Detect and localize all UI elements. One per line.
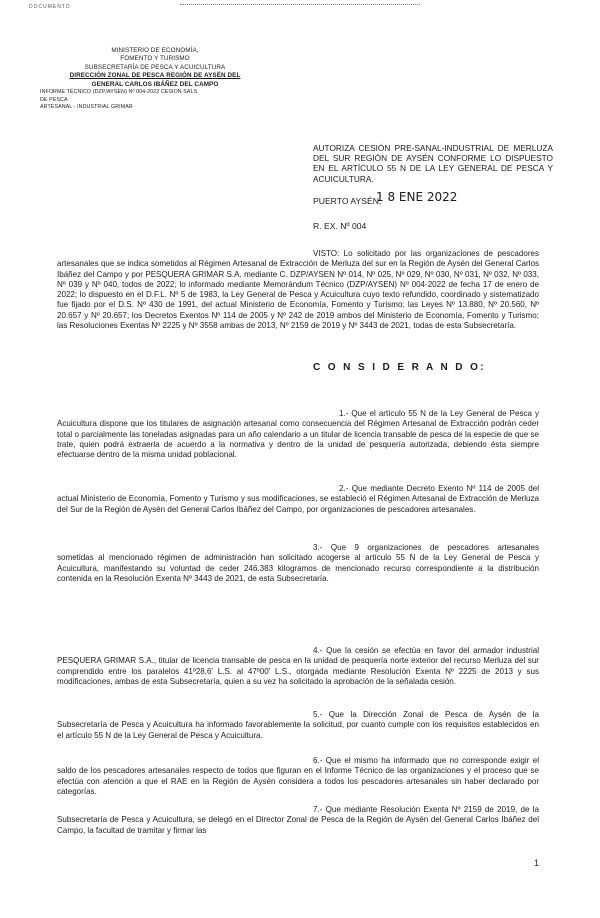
considerando-4: 4.- Que la cesión se efectúa en favor del armador industrial PESQUERA GRIMAR S.A., titular de licencia transable de pesca en la unidad de pesquería norte exterior del recurso Merluza del sur comprendido entre los paralelos 41º28,6' L.S. al 47º00' L.S., otorgada mediante Resolución Exenta Nº 2225 de 2013 y sus modificaciones, ambas de esta Subsecretaría, quien a su vez ha solicitado la aprobación de la señalada cesión.: [57, 646, 539, 686]
date-stamp: 1 8 ENE 2022: [376, 190, 458, 204]
letterhead-line-7: DE PESCA: [40, 96, 68, 103]
place-label: PUERTO AYSÉN,: [313, 196, 382, 206]
considerando-1: 1.- Que el artículo 55 N de la Ley General de Pesca y Acuicultura dispone que los titulares de asignación artesanal como consecuencia del Régimen Artesanal de Extracción podrán ceder total o parcialmente las toneladas asignadas para un año calendario a un titular de licencia transable de pesca de la especie de que se trate, quien podrá extraerla de acuerdo a la normativa y dentro de la unidad de pesquería autorizada, debiendo ésta siempre efectuarse dentro de la misma unidad poblacional.: [57, 409, 539, 459]
letterhead-line-3: SUBSECRETARÍA DE PESCA Y ACUICULTURA: [84, 63, 226, 71]
letterhead-line-1: MINISTERIO DE ECONOMÍA,: [111, 47, 199, 54]
considerando-3: 3.- Que 9 organizaciones de pescadores artesanales sometidas al mencionado régimen de administración han solicitado acogerse al artículo 55 N de la Ley General de Pesca y Acuicultura, manifestando su voluntad de ceder 246.383 kilogramos de mencionado recurso correspondiente a la distribución contenida en la Resolución Exenta Nº 3443 de 2021, de esta Subsecretaría.: [57, 543, 539, 583]
page-number: 1: [533, 858, 539, 868]
top-scan-dots: [180, 4, 420, 8]
letterhead: [40, 47, 270, 112]
letterhead-line-4: DIRECCIÓN ZONAL DE PESCA REGIÓN DE AYSÉN DEL: [69, 72, 241, 80]
considerando-2: 2.- Que mediante Decreto Exento Nº 114 de 2005 del actual Ministerio de Economía, Fomento y Turismo y sus modificaciones, se estableció el Régimen Artesanal de Extracción de Merluza del Sur de la Región de Aysén del General Carlos Ibáñez del Campo, por organizaciones de pescadores artesanales.: [57, 484, 539, 514]
resolution-title: AUTORIZA CESIÓN PRE-SANAL-INDUSTRIAL DE MERLUZA DEL SUR REGIÓN DE AYSÉN CONFORME LO DISPUESTO EN EL ARTÍCULO 55 N DE LA LEY GENERAL DE PESCA Y ACUICULTURA.: [313, 143, 553, 184]
visto-paragraph: VISTO: Lo solicitado por las organizaciones de pescadores artesanales que se indica sometidos al Régimen Artesanal de Extracción de Merluza del sur en la Región de Aysén del General Carlos Ibáñez del Campo y por PESQUERA GRIMAR S.A. mediante C. DZP/AYSEN Nº 014, Nº 025, Nº 029, Nº 030, Nº 031, Nº 032, Nº 033, Nº 039 y Nº 040, todos de 2022; lo informado mediante Memorándum Técnico (DZP/AYSEN) Nº 004-2022 de fecha 17 de enero de 2022; lo dispuesto en el D.F.L. Nº 5 de 1983, la Ley General de Pesca y Acuicultura cuyo texto refundido, coordinado y sistematizado fue fijado por el D.S. Nº 430 de 1991, del actual Ministerio de Economía, Fomento y Turismo; las Leyes Nº 13.880, Nº 20.560, Nº 20.657 y Nº 20.657; los Decretos Exentos Nº 114 de 2005 y Nº 242 de 2019 ambos del Ministerio de Economía, Fomento y Turismo; las Resoluciones Exentas Nº 2225 y Nº 3558 ambas de 2013, Nº 2159 de 2019 y Nº 3443 de 2021, todas de esta Subsecretaría.: [57, 249, 539, 330]
letterhead-line-8: ARTESANAL - INDUSTRIAL GRIMAR: [40, 104, 133, 111]
considerando-6: 6.- Que el mismo ha informado que no corresponde exigir el saldo de los pescadores artesanales respecto de todos que figuran en el Informe Técnico de las organizaciones y el proceso que se efectúa con atención a que el RAE en la Región de Aysén considera a todos los pescadores artesanales sin haber declarado por categorías.: [57, 756, 539, 796]
considerando-5: 5.- Que la Dirección Zonal de Pesca de Aysén de la Subsecretaría de Pesca y Acuicultura ha informado favorablemente la solicitud, por cuanto cumple con los requisitos establecidos en el artículo 55 N de la Ley General de Pesca y Acuicultura.: [57, 710, 539, 740]
considerando-7: 7.- Que mediante Resolución Exenta Nº 2159 de 2019, de la Subsecretaría de Pesca y Acuicultura, se delegó en el Director Zonal de Pesca de la Región de Aysén del General Carlos Ibáñez del Campo, la facultad de tramitar y firmar las: [57, 805, 539, 835]
letterhead-line-6: INFORME TÉCNICO (DZP/AYSEN) Nº 004-2022 CESION SALS: [40, 89, 198, 96]
top-scan-mark: DOCUMENTO: [29, 4, 71, 10]
letterhead-line-5: GENERAL CARLOS IBÁÑEZ DEL CAMPO: [91, 80, 219, 88]
resolution-number: R. EX. Nº 004: [313, 221, 367, 231]
considerando-heading: C O N S I D E R A N D O:: [313, 362, 486, 373]
letterhead-line-2: FOMENTO Y TURISMO: [120, 55, 190, 63]
